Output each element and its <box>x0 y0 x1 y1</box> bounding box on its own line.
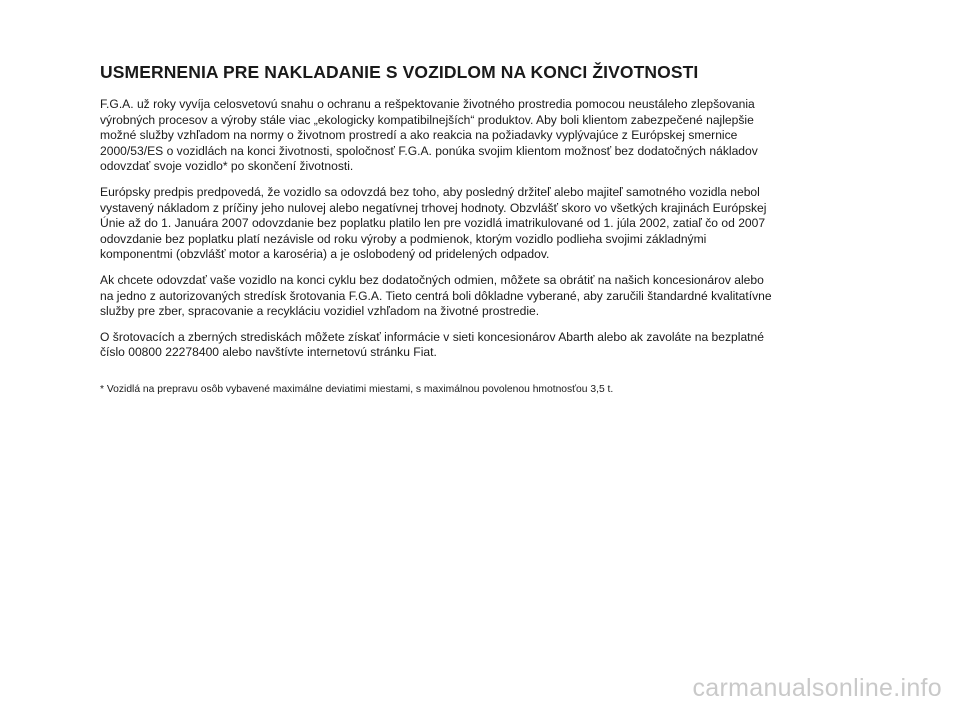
text-line: Európsky predpis predpovedá, že vozidlo sa odovzdá bez toho, aby posledný držiteľ alebo majiteľ samotného vozidla nebol <box>100 184 760 199</box>
footnote: * Vozidlá na prepravu osôb vybavené maximálne deviatimi miestami, s maximálnou povolenou hmotnosťou 3,5 t. <box>100 383 614 395</box>
text-line: O šrotovacích a zberných strediskách môžete získať informácie v sieti koncesionárov Abarth alebo ak zavoláte na bezplatné <box>100 329 764 344</box>
text-line: možné služby vzhľadom na normy o životnom prostredí a ako reakcia na požiadavky vyplývajúce z Európskej smernice <box>100 128 738 143</box>
text-line: odovzdať svoje vozidlo* po skončení životnosti. <box>100 159 354 174</box>
text-line: F.G.A. už roky vyvíja celosvetovú snahu o ochranu a rešpektovanie životného prostredia pomocou neustáleho zlepšovania <box>100 97 755 111</box>
text-line: Únie až do 1. Januára 2007 odovzdanie bez poplatku platilo len pre vozidlá imatrikulované od 1. júla 2002, zatiaľ čo od 2007 <box>100 216 766 231</box>
text-line: služby pre zber, spracovanie a recykláciu vozidiel vzhľadom na životné prostredie. <box>100 304 540 319</box>
paragraph-intro <box>100 97 840 175</box>
text-line: číslo 00800 22278400 alebo navštívte internetovú stránku Fiat. <box>100 345 437 360</box>
text-line: výrobných procesov a výroby stále viac „ekologicky kompatibilnejších“ produktov. Aby boli klientom zabezpečené najlepšie <box>100 112 754 127</box>
paragraph-dealers <box>100 273 840 320</box>
paragraph-european-regulation <box>100 185 840 263</box>
watermark: carmanualsonline.info <box>692 674 942 702</box>
text-line: komponentmi (obzvlášť motor a karoséria) a je oslobodený od pridelených odpadov. <box>100 247 550 262</box>
text-line: na jedno z autorizovaných stredísk šrotovania F.G.A. Tieto centrá boli dôkladne vyberané, aby zaručili štandardné kvalitatívne <box>100 288 772 303</box>
text-line: vystavený nákladom z príčiny jeho nulovej alebo negatívnej trhovej hodnoty. Obzvlášť skoro vo všetkých krajinách Európskej <box>100 200 767 215</box>
page-title: USMERNENIA PRE NAKLADANIE S VOZIDLOM NA KONCI ŽIVOTNOSTI <box>100 62 699 82</box>
text-line: 2000/53/ES o vozidlách na konci životnosti, spoločnosť F.G.A. ponúka svojim klientom možnosť bez dodatočných nákladov <box>100 143 758 158</box>
paragraph-contact <box>100 330 840 361</box>
document-page <box>100 62 840 397</box>
text-line: Ak chcete odovzdať vaše vozidlo na konci cyklu bez dodatočných odmien, môžete sa obrátiť na našich koncesionárov alebo <box>100 272 764 287</box>
text-line: odovzdanie bez poplatku platí nezávisle od roku výroby a podmienok, ktorým vozidlo podlieha svojimi základnými <box>100 231 707 246</box>
